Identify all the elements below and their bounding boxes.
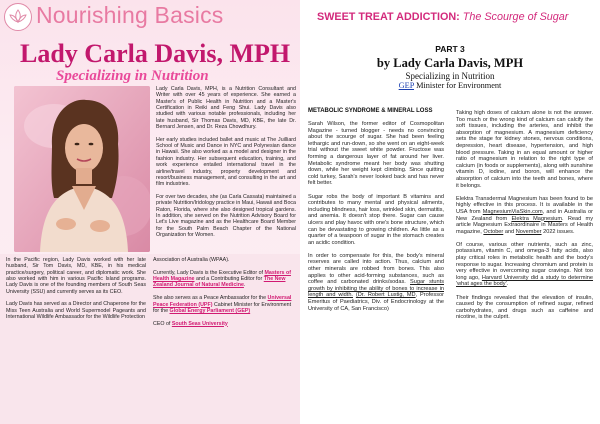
october-issue-link[interactable]: October <box>483 228 504 235</box>
upf-link[interactable]: Universal Peace Federation (UPF) <box>153 295 292 308</box>
gep-link[interactable]: Global Energy Parliament (GEP) <box>169 307 251 314</box>
byline-role <box>300 81 600 90</box>
article-paragraph: Sarah Wilson, the former editor of Cosmopolitan Magazine - turned blogger - needs no convincing about the scourge of sugar. She had been feeling lethargic and run-down, so she went on an eight-week trial without the sweet white powder. Fructose was forming a dangerous layer of fat around her liver. Metabolic syndrome meant her body was shutting down, while her weight kept climbing. Since quitting cold turkey, Sarah's never looked back and has never felt better. <box>308 121 444 187</box>
text-run: Of course, various other nutrients, such as zinc, potassium, vitamin C, and omega-3 fatty acids, also play critical roles in metabolic health and the body's response to sugar. Increasing chromium and protein is very effective in overcoming sugar cravings. Not too long ago, <box>456 241 593 281</box>
november-issue-link[interactable]: November <box>515 228 542 235</box>
article-column-right <box>456 110 593 328</box>
lotus-logo-icon <box>4 3 32 31</box>
article-paragraph: Sugar robs the body of important B vitamins and contributes to many mental and physical ailments, including blindness, hair loss, wrinkled skin, dermatitis, and anemia. It doesn't stop there. Sugar can cause ulcers and play havoc with one's bone structure, which can be devastating to growing children. As little as a quarter of a teaspoon of sugar in the stomach creates an acidic condition. <box>308 193 444 246</box>
bio-paragraph <box>153 295 295 314</box>
bio-paragraph <box>153 321 295 327</box>
sugar-stunts-growth-link[interactable]: Sugar stunts growth by inhibiting the ability of bones to increase in length and width. <box>308 279 444 299</box>
lower-bio-column-right <box>153 257 295 333</box>
text-run: Cabinet Minister for Environment for the <box>153 301 292 314</box>
lower-bio-column-left <box>6 257 146 327</box>
article-paragraph: Taking high doses of calcium alone is not the answer. Too much or the wrong kind of calcium can calcify the soft tissues, including the arteries, and inhibit the absorption of magnesium. A magnesium deficiency sets the stage for kidney stones, nervous conditions, depression, heart disease, hypertension, and high blood pressure. Taking in an equal amount or higher ratio of magnesium in relation to the right type of calcium (in foods or supplements), along with sunshine vitamin D, iodine, and boron, will enhance the absorption of calcium into the teeth and bones, where it belongs. <box>456 110 593 189</box>
article-column-left <box>308 108 444 319</box>
text-run: and <box>503 228 516 235</box>
bio-paragraph: For over two decades, she (as Carla Cassata) maintained a private Nutrition/Iridology practice in Maui, Hawaii and Boca Raton, Florida, where she also designed tropical gardens. In addition, she served on the Nutrition Advisory Board for Let's Live magazine and as the Healthcare Board Member for the South Palm Beach Chapter of the National Organization for Women. <box>156 193 296 238</box>
south-seas-university-link[interactable]: South Seas University <box>171 320 228 327</box>
bio-column <box>156 86 296 245</box>
article-paragraph <box>456 242 593 288</box>
lustig-link[interactable]: (Dr. Robert Lustig, MD <box>355 292 416 299</box>
bio-paragraph: Lady Carla Davis, MPH, is a Nutrition Consultant and Writer with over 45 years of experience. She earned a Master's of Public Health in Nutrition and a Master's Certification in Reiki and Feng Shui. Lady Davis also studied with various notable professionals, including her late husband, Sir Thomas Davis, MD, KBE, the late Dr. Bernard Jensen, and Dr. Reza Chowdhury. <box>156 86 296 131</box>
author-specialty: Specializing in Nutrition <box>56 68 209 84</box>
text-run: Minister for Environment <box>414 81 502 90</box>
text-run: She also serves as a Peace Ambassador for the <box>153 295 268 302</box>
text-run: . <box>243 282 246 289</box>
section-heading: METABOLIC SYNDROME & MINERAL LOSS <box>308 108 433 114</box>
text-run: Currently, Lady Davis is the Executive Editor of <box>153 269 265 276</box>
article-byline: by Lady Carla Davis, MPH <box>376 56 524 70</box>
text-run: . Read my article Magnesium Extraordinaire in Masters of Health magazine, <box>456 215 593 235</box>
text-run: , and in Australia or New Zealand from <box>456 208 593 222</box>
bio-paragraph: Association of Australia (WPAA). <box>153 257 230 263</box>
bio-paragraph: Lady Davis has served as a Director and Chaperone for the Miss Teen Australia and World Supermodel Pageants and International Wildlife Ambassador for the Wildlife Protection <box>6 301 146 321</box>
bio-paragraph: In the Pacific region, Lady Davis worked with her late husband, Sir Tom Davis, MD, KBE, in his medical practice/surgery, political career, and diplomatic work. She also worked with him in various Pacific Island programs. Lady Davis is one of the founding members of South Seas University (SSU) and currently serves as its CEO. <box>6 257 146 295</box>
text-run: Elektra Transdermal Magnesium has been found to be highly effective in this process. It is available in the USA from <box>456 195 593 215</box>
right-page <box>300 0 600 424</box>
text-run: In order to compensate for this, the body's mineral reserves are called into action. Thus, calcium and other minerals are robbed from bones. This also applies to other acid-forming substances, such as coffee and carbonated drinks/sodas. <box>308 252 444 286</box>
elektra-magnesium-link[interactable]: Elektra Magnesium <box>511 215 563 222</box>
author-portrait <box>14 86 150 252</box>
article-title-italic: The Scourge of Sugar <box>462 11 569 23</box>
bio-paragraph <box>153 270 295 289</box>
byline-specialty: Specializing in Nutrition <box>405 71 495 81</box>
article-paragraph: Their findings revealed that the elevation of insulin, caused by the consumption of refined sugar, refined carbohydrates, and drugs such as caffeine and nicotine, is the culprit. <box>456 294 593 321</box>
text-run: , Professor Emeritus of Paediatrics, Div. of Endocrinology at the University of CA, San Francisco) <box>308 292 444 312</box>
text-run: . <box>506 281 509 288</box>
article-paragraph <box>308 253 444 312</box>
harvard-study-link[interactable]: Harvard University did a study to determine 'what ages the body' <box>456 274 594 288</box>
author-name-heading: Lady Carla Davis, MPH <box>20 39 291 68</box>
bio-paragraph: Her early studies included ballet and music at The Juilliard School of Music and Dance in NYC and Polynesian dance in Hawaii. She also worked as a model and designer in the fashion industry. Her subsequent education, training, and work experience entailed international travel in the airline/travel industry, property development and resort/business management, and consulting in the art and film industries. <box>156 136 296 188</box>
masters-of-health-link[interactable]: Masters of Health Magazine <box>153 269 291 283</box>
gep-abbr-link[interactable]: GEP <box>398 81 415 90</box>
nz-journal-link[interactable]: The New Zealand Journal of Natural Medicine <box>153 276 286 289</box>
article-part-label: PART 3 <box>435 44 465 54</box>
article-title <box>317 11 568 23</box>
text-run: CEO of <box>153 320 172 327</box>
article-paragraph <box>456 196 593 236</box>
text-run: 2022 issues. <box>541 228 575 235</box>
brand-logo-text: Nourishing Basics <box>36 2 224 28</box>
text-run: and a Contributing Editor for <box>194 276 264 283</box>
magnesiumviaskin-link[interactable]: MagnesiumViaSkin.com <box>482 208 543 215</box>
article-title-bold: SWEET TREAT ADDICTION: <box>317 11 460 23</box>
